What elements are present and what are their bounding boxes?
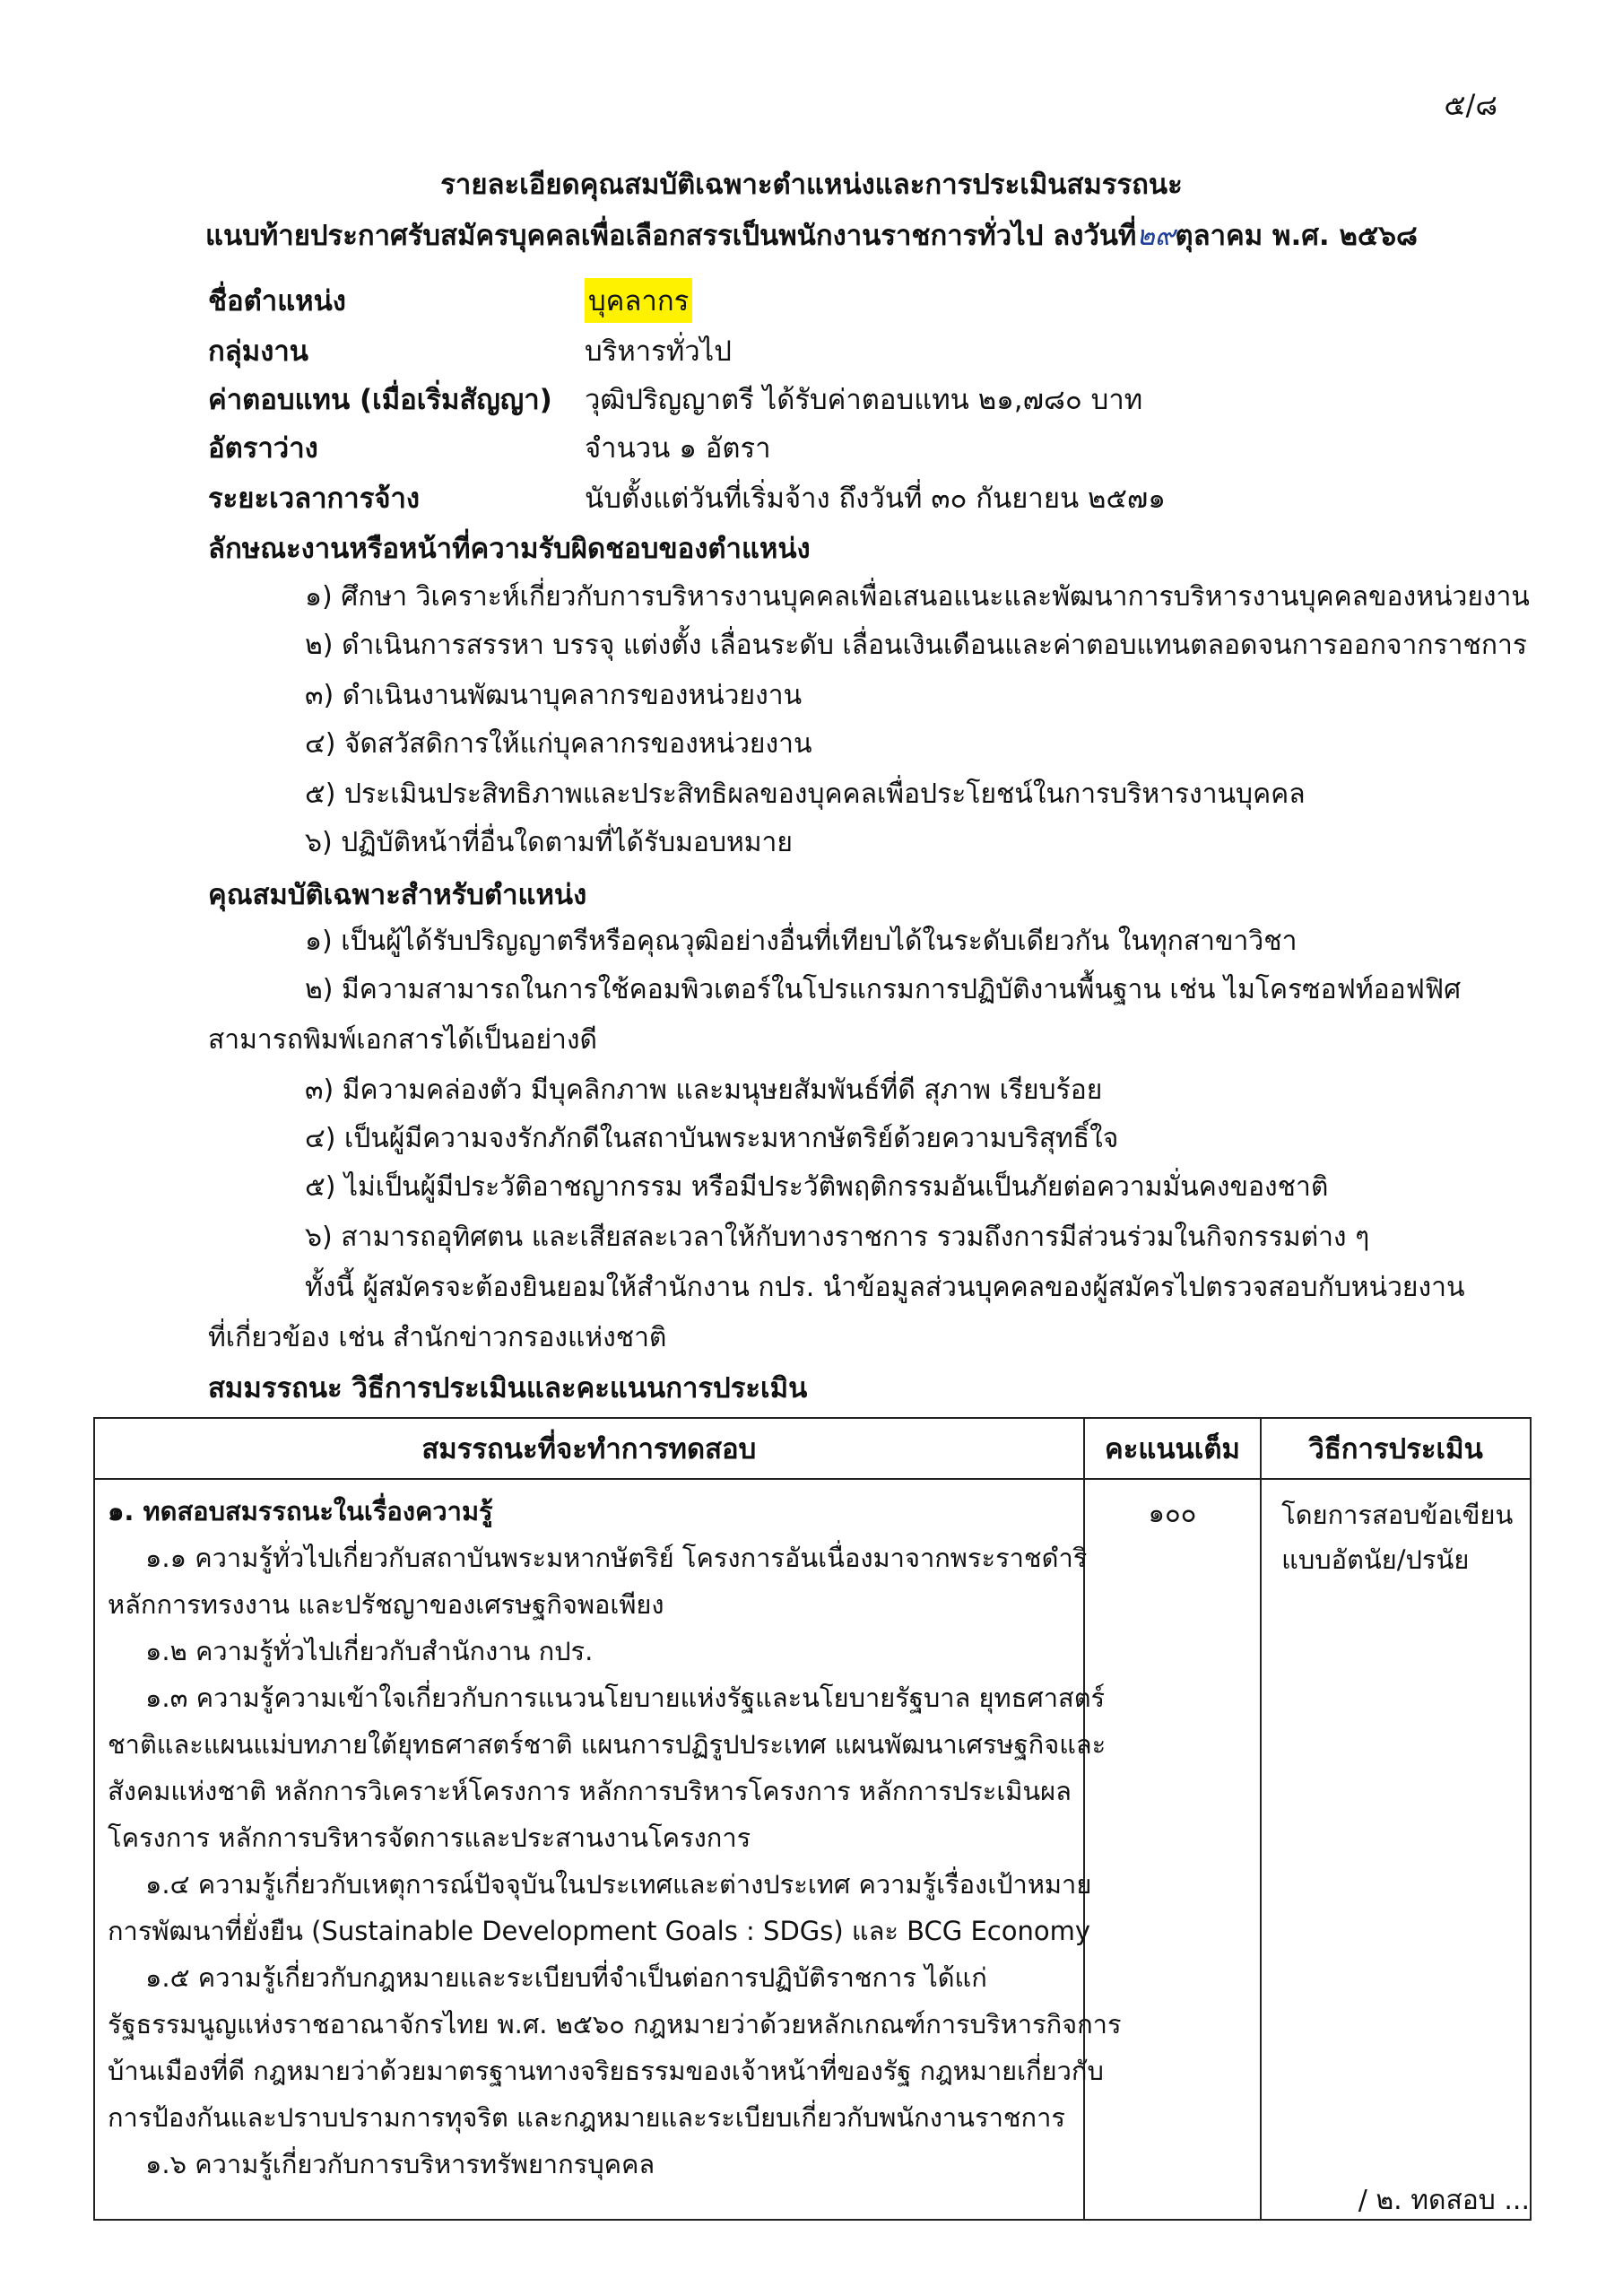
qualification-item-continued: สามารถพิมพ์เอกสารได้เป็นอย่างดี — [208, 1024, 598, 1056]
consent-paragraph-continued: ที่เกี่ยวข้อง เช่น สำนักข่าวกรองแห่งชาติ — [208, 1322, 667, 1353]
competency-line: การป้องกันและปราบปรามการทุจริต และกฎหมายและระเบียบเกี่ยวกับพนักงานราชการ — [108, 2102, 1065, 2133]
competency-cell — [94, 1479, 1122, 2220]
competency-line: ๑.๒ ความรู้ทั่วไปเกี่ยวกับสำนักงาน กปร. — [145, 1636, 594, 1666]
qualification-item: ๓) มีความคล่องตัว มีบุคลิกภาพ และมนุษยสัมพันธ์ที่ดี สุภาพ เรียบร้อย — [305, 1074, 1103, 1106]
method-line: โดยการสอบข้อเขียน — [1281, 1500, 1514, 1530]
info-value: จำนวน ๑ อัตรา — [585, 432, 771, 465]
subtitle-suffix: ตุลาคม พ.ศ. ๒๕๖๘ — [1175, 220, 1418, 252]
column-header-score: คะแนนเต็ม — [1084, 1418, 1261, 1479]
duty-item: ๕) ประเมินประสิทธิภาพและประสิทธิผลของบุคคลเพื่อประโยชน์ในการบริหารงานบุคคล — [305, 778, 1306, 810]
info-value: นับตั้งแต่วันที่เริ่มจ้าง ถึงวันที่ ๓๐ กันยายน ๒๕๗๑ — [585, 483, 1166, 515]
competency-line: รัฐธรรมนูญแห่งราชอาณาจักรไทย พ.ศ. ๒๕๖๐ กฎหมายว่าด้วยหลักเกณฑ์การบริหารกิจการ — [108, 2009, 1122, 2039]
info-value-position-highlighted: บุคลากร — [585, 278, 692, 323]
document-subtitle — [0, 213, 1623, 257]
competency-line: ชาติและแผนแม่บทภายใต้ยุทธศาสตร์ชาติ แผนการปฏิรูปประเทศ แผนพัฒนาเศรษฐกิจและ — [108, 1729, 1107, 1760]
consent-paragraph: ทั้งนี้ ผู้สมัครจะต้องยินยอมให้สำนักงาน กปร. นำข้อมูลส่วนบุคคลของผู้สมัครไปตรวจสอบกับหน่วยงาน — [305, 1272, 1465, 1303]
competency-line: บ้านเมืองที่ดี กฎหมายว่าด้วยมาตรฐานทางจริยธรรมของเจ้าหน้าที่ของรัฐ กฎหมายเกี่ยวกับ — [108, 2056, 1104, 2086]
duty-item: ๖) ปฏิบัติหน้าที่อื่นใดตามที่ได้รับมอบหมาย — [305, 827, 793, 858]
table-row — [94, 1479, 1531, 2220]
qualification-item: ๖) สามารถอุทิศตน และเสียสละเวลาให้กับทางราชการ รวมถึงการมีส่วนร่วมในกิจกรรมต่าง ๆ — [305, 1222, 1370, 1253]
column-header-competency: สมรรถนะที่จะทำการทดสอบ — [94, 1418, 1084, 1479]
info-value: บริหารทั่วไป — [585, 335, 732, 368]
handwritten-date: ๒๙ — [1136, 220, 1176, 252]
score-cell: ๑๐๐ — [1084, 1479, 1261, 2220]
duties-heading: ลักษณะงานหรือหน้าที่ความรับผิดชอบของตำแหน่ง — [208, 533, 811, 565]
info-label: ระยะเวลาการจ้าง — [208, 483, 421, 515]
competency-line: โครงการ หลักการบริหารจัดการและประสานงานโครงการ — [108, 1822, 751, 1853]
duty-item: ๑) ศึกษา วิเคราะห์เกี่ยวกับการบริหารงานบุคคลเพื่อเสนอแนะและพัฒนาการบริหารงานบุคคลของหน่วยงาน — [305, 581, 1530, 613]
duty-item: ๓) ดำเนินงานพัฒนาบุคลากรของหน่วยงาน — [305, 680, 803, 711]
table-header-row — [94, 1418, 1531, 1479]
qualification-item: ๔) เป็นผู้มีความจงรักภักดีในสถาบันพระมหากษัตริย์ด้วยความบริสุทธิ์ใจ — [305, 1123, 1119, 1154]
qualification-item: ๑) เป็นผู้ได้รับปริญญาตรีหรือคุณวุฒิอย่างอื่นที่เทียบได้ในระดับเดียวกัน ในทุกสาขาวิชา — [305, 926, 1298, 957]
competency-line: ๑. ทดสอบสมรรถนะในเรื่องความรู้ — [108, 1496, 493, 1526]
info-label: กลุ่มงาน — [208, 335, 308, 368]
qualification-item: ๕) ไม่เป็นผู้มีประวัติอาชญากรรม หรือมีประวัติพฤติกรรมอันเป็นภัยต่อความมั่นคงของชาติ — [305, 1171, 1329, 1203]
page-number: ๕/๘ — [1444, 88, 1497, 122]
duty-item: ๒) ดำเนินการสรรหา บรรจุ แต่งตั้ง เลื่อนระดับ เลื่อนเงินเดือนและค่าตอบแทนตลอดจนการออกจากราชการ — [305, 630, 1527, 661]
competency-line: การพัฒนาที่ยั่งยืน (Sustainable Development Goals : SDGs) และ BCG Economy — [108, 1916, 1091, 1946]
qualifications-heading: คุณสมบัติเฉพาะสำหรับตำแหน่ง — [208, 879, 587, 911]
method-cell — [1261, 1479, 1531, 2220]
competency-line: ๑.๕ ความรู้เกี่ยวกับกฎหมายและระเบียบที่จำเป็นต่อการปฏิบัติราชการ ได้แก่ — [145, 1962, 987, 1993]
competency-line: ๑.๑ ความรู้ทั่วไปเกี่ยวกับสถาบันพระมหากษัตริย์ โครงการอันเนื่องมาจากพระราชดำริ — [145, 1543, 1088, 1573]
competency-table — [93, 1417, 1532, 2221]
competency-line: หลักการทรงงาน และปรัชญาของเศรษฐกิจพอเพียง — [108, 1589, 664, 1620]
competency-line: ๑.๖ ความรู้เกี่ยวกับการบริหารทรัพยากรบุคคล — [145, 2149, 655, 2179]
qualification-item: ๒) มีความสามารถในการใช้คอมพิวเตอร์ในโปรแกรมการปฏิบัติงานพื้นฐาน เช่น ไมโครซอฟท์ออฟฟิศ — [305, 974, 1462, 1005]
info-label: อัตราว่าง — [208, 432, 318, 465]
subtitle-prefix: แนบท้ายประกาศรับสมัครบุคคลเพื่อเลือกสรรเป็นพนักงานราชการทั่วไป ลงวันที่ — [205, 220, 1137, 252]
info-value: วุฒิปริญญาตรี ได้รับค่าตอบแทน ๒๑,๗๘๐ บาท — [585, 384, 1143, 416]
info-label: ชื่อตำแหน่ง — [208, 285, 346, 317]
competency-line: สังคมแห่งชาติ หลักการวิเคราะห์โครงการ หลักการบริหารโครงการ หลักการประเมินผล — [108, 1776, 1072, 1806]
continued-footer: / ๒. ทดสอบ ... — [1358, 2185, 1530, 2216]
competency-line: ๑.๔ ความรู้เกี่ยวกับเหตุการณ์ปัจจุบันในประเทศและต่างประเทศ ความรู้เรื่องเป้าหมาย — [145, 1869, 1092, 1900]
competency-line: ๑.๓ ความรู้ความเข้าใจเกี่ยวกับการแนวนโยบายแห่งรัฐและนโยบายรัฐบาล ยุทธศาสตร์ — [145, 1683, 1106, 1713]
competency-heading: สมมรรถนะ วิธีการประเมินและคะแนนการประเมิน — [208, 1372, 808, 1405]
duty-item: ๔) จัดสวัสดิการให้แก่บุคลากรของหน่วยงาน — [305, 728, 812, 760]
document-title: รายละเอียดคุณสมบัติเฉพาะตำแหน่งและการประเมินสมรรถนะ — [440, 169, 1183, 201]
column-header-method: วิธีการประเมิน — [1261, 1418, 1531, 1479]
info-label: ค่าตอบแทน (เมื่อเริ่มสัญญา) — [208, 384, 552, 416]
method-line: แบบอัตนัย/ปรนัย — [1281, 1544, 1470, 1575]
